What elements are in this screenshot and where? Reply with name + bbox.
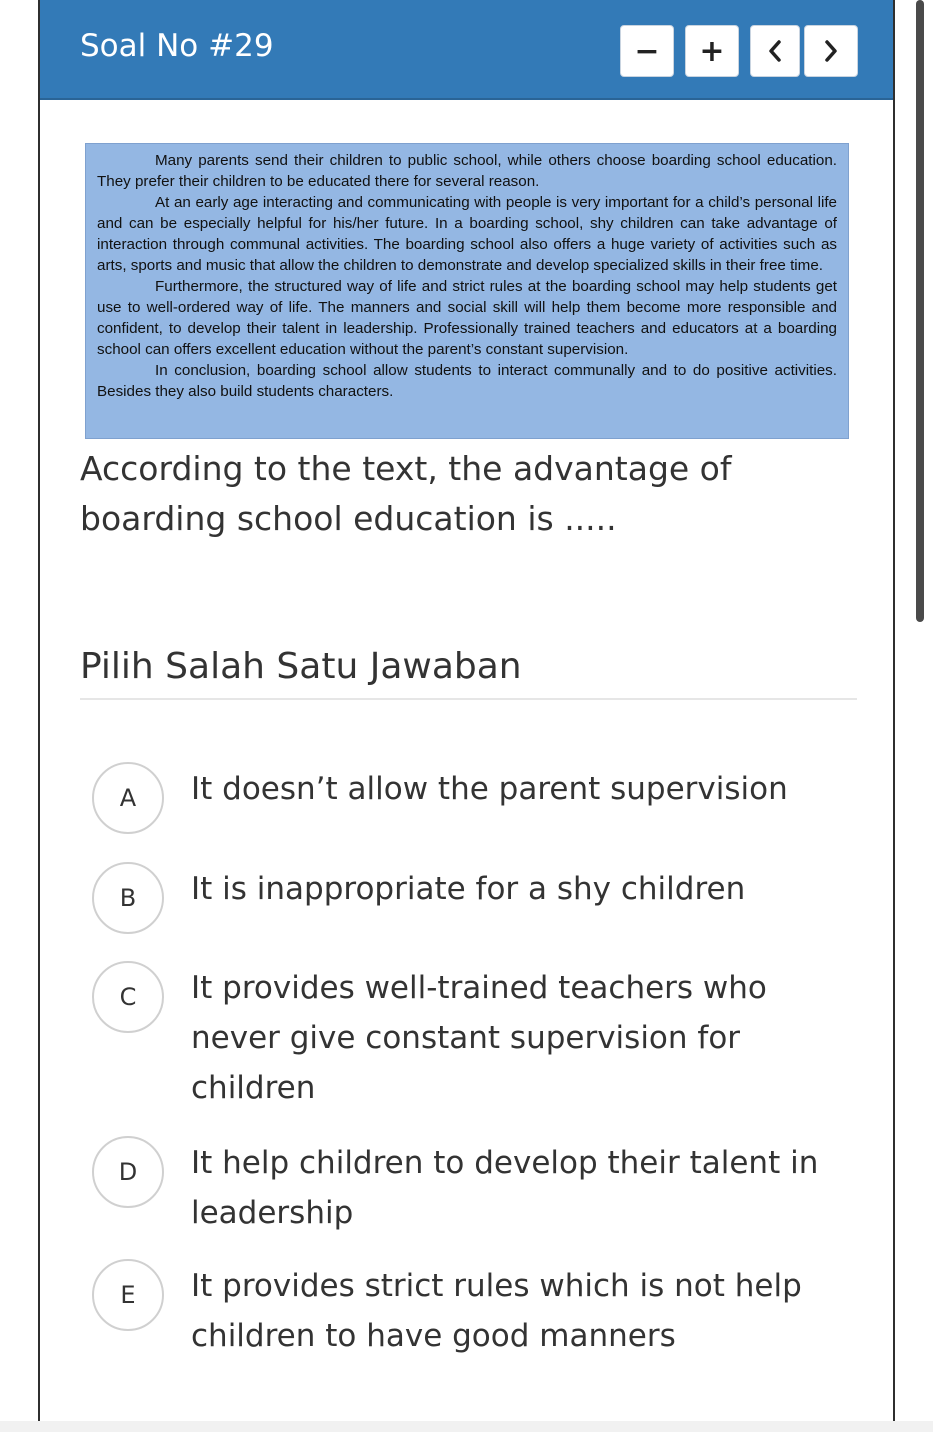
answer-heading: Pilih Salah Satu Jawaban <box>80 646 522 687</box>
question-text: According to the text, the advantage of boarding school education is ..... <box>80 449 732 538</box>
passage-paragraph: In conclusion, boarding school allow students to interact communally and to do positive activities. Besides they also build students characters. <box>97 362 837 400</box>
option-letter-bubble[interactable]: B <box>92 862 164 934</box>
option-letter-bubble[interactable]: E <box>92 1259 164 1331</box>
option-text[interactable]: It is inappropriate for a shy children <box>191 871 746 907</box>
previous-question-button[interactable] <box>750 25 800 77</box>
reading-passage <box>85 143 849 439</box>
divider <box>80 698 857 700</box>
passage-paragraph: Many parents send their children to public school, while others choose boarding school education. They prefer their children to be educated there for several reason. <box>97 152 837 190</box>
question-number-title: Soal No #29 <box>80 28 274 64</box>
option-letter-bubble[interactable]: A <box>92 762 164 834</box>
chevron-left-icon <box>767 39 783 63</box>
zoom-out-button[interactable]: − <box>620 25 674 77</box>
question-card <box>38 0 895 1432</box>
option-text[interactable]: It provides strict rules which is not help children to have good manners <box>191 1268 802 1354</box>
chevron-right-icon <box>823 39 839 63</box>
passage-paragraph: At an early age interacting and communicating with people is very important for a child’s personal life and can be especially helpful for his/her future. In a boarding school, shy children can take advantage of interaction through communal activities. The boarding school also offers a huge variety of activities such as arts, sports and music that allow the children to demonstrate and develop specialized skills in their free time. <box>97 194 837 274</box>
zoom-in-button[interactable]: + <box>685 25 739 77</box>
option-letter-bubble[interactable]: C <box>92 961 164 1033</box>
option-text[interactable]: It doesn’t allow the parent supervision <box>191 771 788 807</box>
bottom-bar <box>0 1421 933 1432</box>
option-text[interactable]: It provides well-trained teachers who never give constant supervision for children <box>191 970 767 1106</box>
option-text[interactable]: It help children to develop their talent in leadership <box>191 1145 819 1231</box>
next-question-button[interactable] <box>804 25 858 77</box>
scrollbar[interactable] <box>916 0 924 622</box>
option-letter-bubble[interactable]: D <box>92 1136 164 1208</box>
question-header <box>40 0 893 100</box>
passage-paragraph: Furthermore, the structured way of life and strict rules at the boarding school may help students get use to well-ordered way of life. The manners and social skill will help them become more responsible and confident, to develop their talent in leadership. Professionally trained teachers and educators at a boarding school can offers excellent education without the parent’s constant supervision. <box>97 278 837 358</box>
